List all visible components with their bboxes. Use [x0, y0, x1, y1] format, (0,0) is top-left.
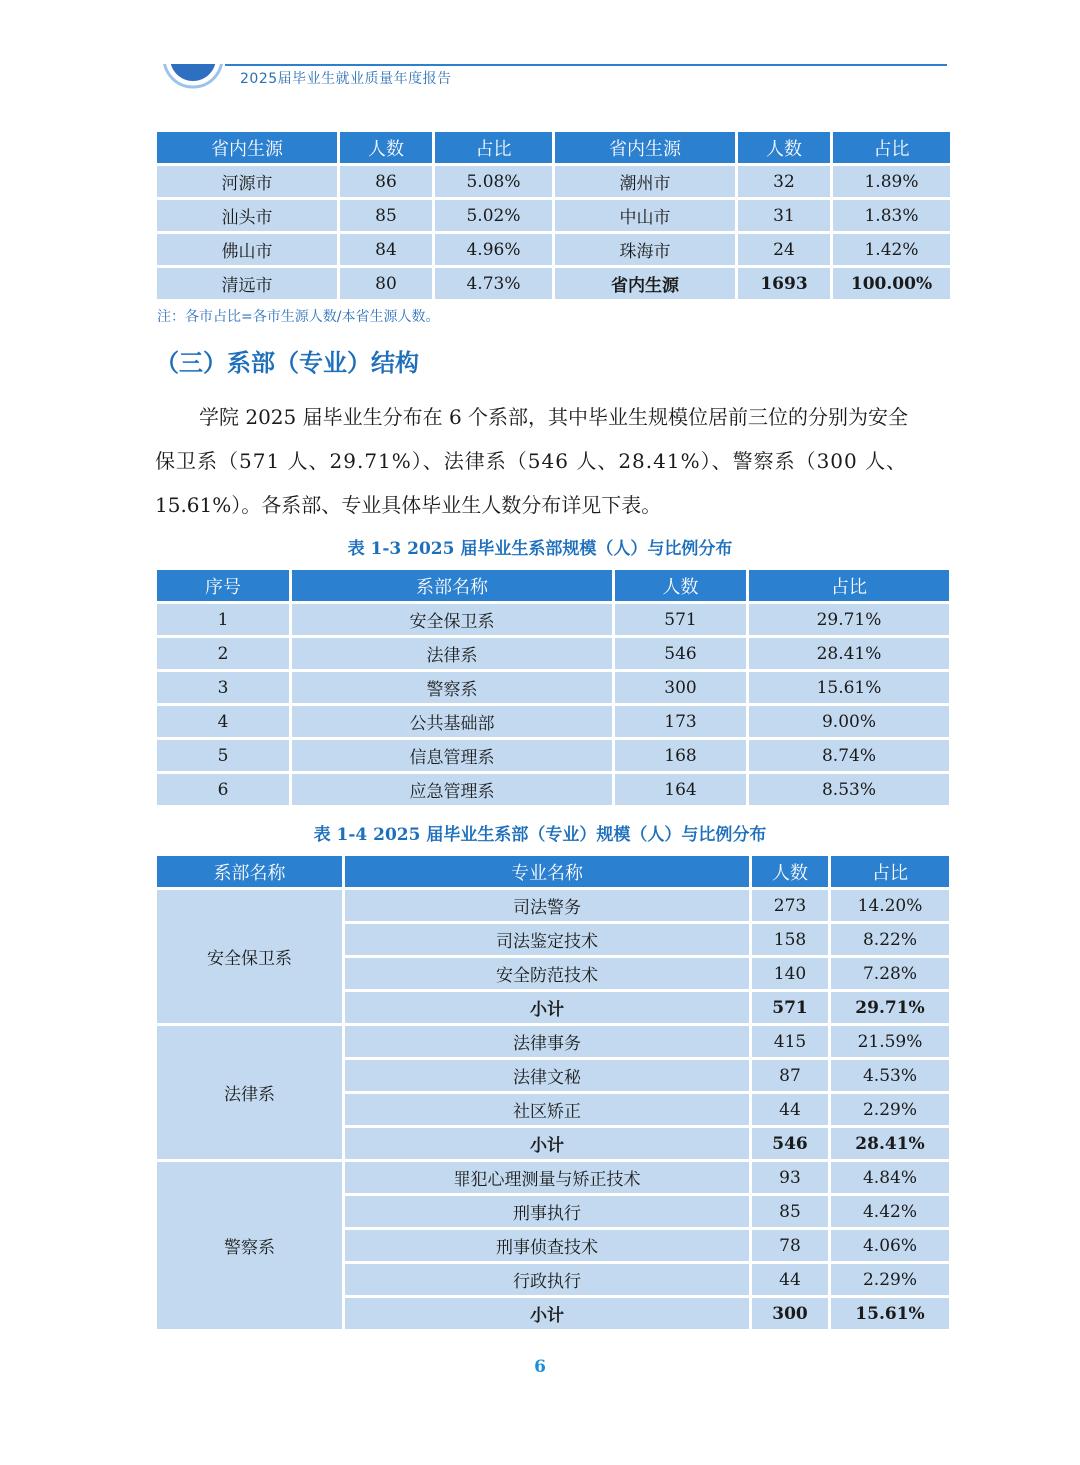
- city-cell: 河源市: [157, 166, 337, 197]
- count-cell: 140: [752, 958, 828, 989]
- ratio-cell: 9.00%: [749, 706, 949, 737]
- major-cell: 法律事务: [345, 1026, 749, 1057]
- section-heading: （三）系部（专业）结构: [155, 349, 419, 377]
- column-header: 人数: [738, 132, 830, 163]
- table-row: [157, 166, 950, 197]
- ratio-cell: 4.73%: [435, 268, 552, 299]
- department-cell: 警察系: [157, 1162, 342, 1329]
- column-header: 省内生源: [157, 132, 337, 163]
- table-note: 注：各市占比=各市生源人数/本省生源人数。: [157, 309, 440, 325]
- table-row: [157, 604, 949, 635]
- report-logo-icon: [163, 40, 229, 98]
- subtotal-label: 小计: [345, 1298, 749, 1329]
- city-cell: 潮州市: [555, 166, 735, 197]
- ratio-cell: 29.71%: [749, 604, 949, 635]
- count-cell: 24: [738, 234, 830, 265]
- count-cell: 415: [752, 1026, 828, 1057]
- major-cell: 行政执行: [345, 1264, 749, 1295]
- table-row: [157, 200, 950, 231]
- city-cell: 汕头市: [157, 200, 337, 231]
- index-cell: 3: [157, 672, 289, 703]
- count-cell: 44: [752, 1264, 828, 1295]
- index-cell: 2: [157, 638, 289, 669]
- table-row: [157, 672, 949, 703]
- count-cell: 571: [615, 604, 746, 635]
- table-row: [157, 268, 950, 299]
- department-cell: 信息管理系: [292, 740, 612, 771]
- major-cell: 司法鉴定技术: [345, 924, 749, 955]
- major-cell: 法律文秘: [345, 1060, 749, 1091]
- subtotal-count: 300: [752, 1298, 828, 1329]
- count-cell: 546: [615, 638, 746, 669]
- province-source-table: [154, 129, 953, 302]
- paragraph-line: 15.61%）。各系部、专业具体毕业生人数分布详见下表。: [155, 493, 662, 517]
- ratio-cell: 2.29%: [831, 1094, 949, 1125]
- department-cell: 应急管理系: [292, 774, 612, 805]
- ratio-cell: 5.08%: [435, 166, 552, 197]
- ratio-cell: 5.02%: [435, 200, 552, 231]
- major-cell: 社区矫正: [345, 1094, 749, 1125]
- header-title: 2025届毕业生就业质量年度报告: [240, 71, 452, 87]
- total-label-cell: 省内生源: [555, 268, 735, 299]
- subtotal-ratio: 28.41%: [831, 1128, 949, 1159]
- subtotal-ratio: 29.71%: [831, 992, 949, 1023]
- paragraph-line: 保卫系（571 人、29.71%）、法律系（546 人、28.41%）、警察系（300 人、: [155, 449, 908, 473]
- department-cell: 安全保卫系: [157, 890, 342, 1023]
- column-header: 占比: [435, 132, 552, 163]
- count-cell: 164: [615, 774, 746, 805]
- department-cell: 公共基础部: [292, 706, 612, 737]
- ratio-cell: 1.89%: [833, 166, 950, 197]
- count-cell: 32: [738, 166, 830, 197]
- ratio-cell: 1.83%: [833, 200, 950, 231]
- table-header-row: [157, 132, 950, 163]
- city-cell: 中山市: [555, 200, 735, 231]
- ratio-cell: 14.20%: [831, 890, 949, 921]
- column-header: 省内生源: [555, 132, 735, 163]
- total-ratio-cell: 100.00%: [833, 268, 950, 299]
- column-header: 占比: [749, 570, 949, 601]
- index-cell: 6: [157, 774, 289, 805]
- table-row: [157, 706, 949, 737]
- column-header: 序号: [157, 570, 289, 601]
- table-row: [157, 638, 949, 669]
- column-header: 系部名称: [292, 570, 612, 601]
- column-header: 占比: [833, 132, 950, 163]
- subtotal-label: 小计: [345, 992, 749, 1023]
- count-cell: 84: [340, 234, 432, 265]
- ratio-cell: 4.84%: [831, 1162, 949, 1193]
- column-header: 人数: [340, 132, 432, 163]
- subtotal-label: 小计: [345, 1128, 749, 1159]
- major-cell: 安全防范技术: [345, 958, 749, 989]
- column-header: 系部名称: [157, 856, 342, 887]
- header-rule: [225, 64, 947, 66]
- ratio-cell: 15.61%: [749, 672, 949, 703]
- department-cell: 法律系: [292, 638, 612, 669]
- table-row: [157, 890, 949, 921]
- department-scale-table: [154, 567, 952, 808]
- city-cell: 清远市: [157, 268, 337, 299]
- count-cell: 173: [615, 706, 746, 737]
- subtotal-ratio: 15.61%: [831, 1298, 949, 1329]
- major-cell: 罪犯心理测量与矫正技术: [345, 1162, 749, 1193]
- ratio-cell: 4.53%: [831, 1060, 949, 1091]
- ratio-cell: 8.74%: [749, 740, 949, 771]
- index-cell: 5: [157, 740, 289, 771]
- table-row: [157, 740, 949, 771]
- city-cell: 珠海市: [555, 234, 735, 265]
- count-cell: 87: [752, 1060, 828, 1091]
- subtotal-count: 546: [752, 1128, 828, 1159]
- ratio-cell: 4.42%: [831, 1196, 949, 1227]
- table-row: [157, 774, 949, 805]
- page-number: 6: [534, 1357, 546, 1377]
- subtotal-count: 571: [752, 992, 828, 1023]
- count-cell: 300: [615, 672, 746, 703]
- table-row: [157, 234, 950, 265]
- count-cell: 31: [738, 200, 830, 231]
- ratio-cell: 2.29%: [831, 1264, 949, 1295]
- ratio-cell: 8.22%: [831, 924, 949, 955]
- index-cell: 1: [157, 604, 289, 635]
- table-header-row: [157, 570, 949, 601]
- count-cell: 86: [340, 166, 432, 197]
- ratio-cell: 21.59%: [831, 1026, 949, 1057]
- major-cell: 刑事侦查技术: [345, 1230, 749, 1261]
- major-cell: 司法警务: [345, 890, 749, 921]
- ratio-cell: 7.28%: [831, 958, 949, 989]
- count-cell: 44: [752, 1094, 828, 1125]
- column-header: 占比: [831, 856, 949, 887]
- paragraph-line: 学院 2025 届毕业生分布在 6 个系部，其中毕业生规模位居前三位的分别为安全: [199, 405, 909, 429]
- total-count-cell: 1693: [738, 268, 830, 299]
- department-cell: 安全保卫系: [292, 604, 612, 635]
- count-cell: 85: [340, 200, 432, 231]
- table-caption: 表 1-4 2025 届毕业生系部（专业）规模（人）与比例分布: [313, 825, 767, 845]
- ratio-cell: 8.53%: [749, 774, 949, 805]
- department-cell: 警察系: [292, 672, 612, 703]
- count-cell: 158: [752, 924, 828, 955]
- table-caption: 表 1-3 2025 届毕业生系部规模（人）与比例分布: [347, 539, 733, 559]
- table-row: [157, 1026, 949, 1057]
- column-header: 专业名称: [345, 856, 749, 887]
- count-cell: 273: [752, 890, 828, 921]
- count-cell: 80: [340, 268, 432, 299]
- column-header: 人数: [615, 570, 746, 601]
- ratio-cell: 1.42%: [833, 234, 950, 265]
- ratio-cell: 28.41%: [749, 638, 949, 669]
- count-cell: 85: [752, 1196, 828, 1227]
- count-cell: 93: [752, 1162, 828, 1193]
- major-scale-table: [154, 853, 952, 1332]
- department-cell: 法律系: [157, 1026, 342, 1159]
- count-cell: 168: [615, 740, 746, 771]
- table-row: [157, 1162, 949, 1193]
- city-cell: 佛山市: [157, 234, 337, 265]
- ratio-cell: 4.96%: [435, 234, 552, 265]
- table-header-row: [157, 856, 949, 887]
- column-header: 人数: [752, 856, 828, 887]
- ratio-cell: 4.06%: [831, 1230, 949, 1261]
- major-cell: 刑事执行: [345, 1196, 749, 1227]
- count-cell: 78: [752, 1230, 828, 1261]
- index-cell: 4: [157, 706, 289, 737]
